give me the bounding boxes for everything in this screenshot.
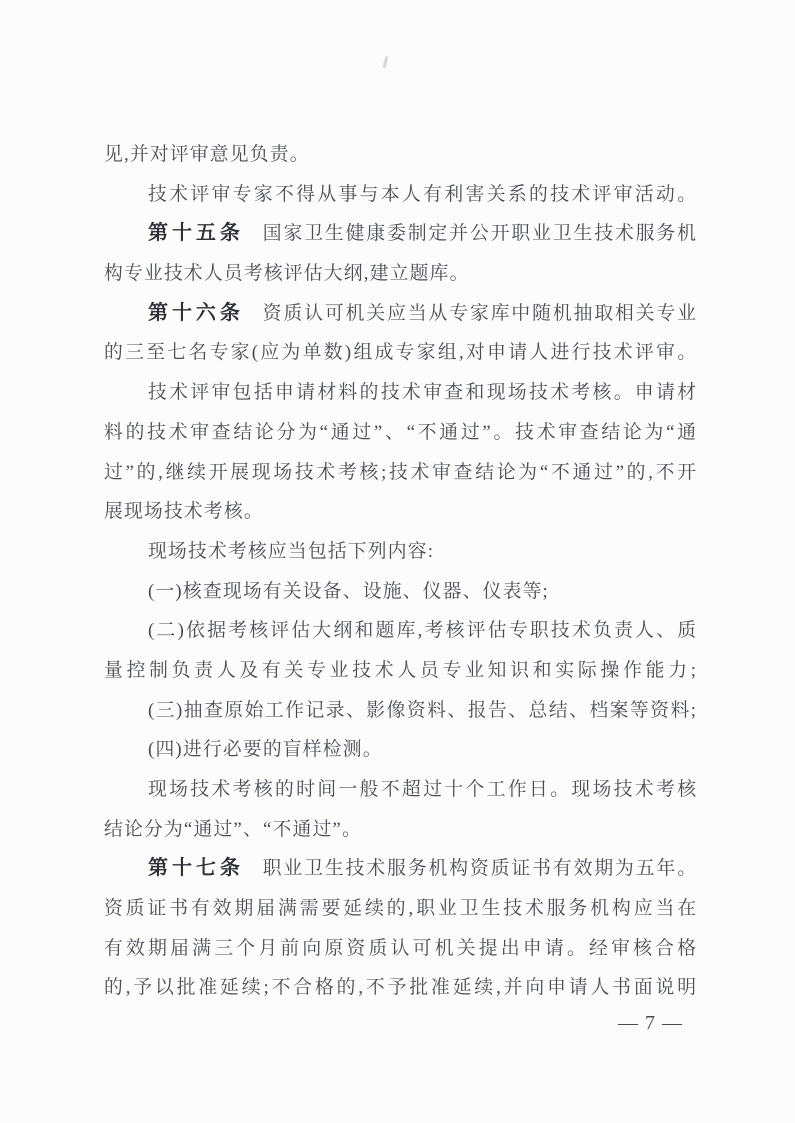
text-line: 过”的,继续开展现场技术考核;技术审查结论为“不通过”的,不开 [104,461,696,483]
text-line: 现场技术考核的时间一般不超过十个工作日。现场技术考核 [148,779,696,800]
scan-artifact [383,56,389,68]
text-line: 量控制负责人及有关专业技术人员专业知识和实际操作能力; [104,659,696,681]
text-line [104,849,696,889]
text-line: (一)核查现场有关设备、设施、仪器、仪表等; [148,580,549,602]
text-line: 的三至七名专家(应为单数)组成专家组,对申请人进行技术评审。 [104,342,696,364]
text-line: 展现场技术考核。 [104,501,264,523]
article-text: 资质认可机关应当从专家库中随机抽取相关专业 [262,302,696,324]
text-line: (二)依据考核评估大纲和题库,考核评估专职技术负责人、质 [148,620,696,642]
text-line: 的,予以批准延续;不合格的,不予批准延续,并向申请人书面说明 [104,977,696,999]
text-line: 技术评审包括申请材料的技术审查和现场技术考核。申请材 [148,382,696,404]
article-number: 第十七条 [148,857,244,880]
text-line: 构专业技术人员考核评估大纲,建立题库。 [104,263,470,285]
article-number: 第十六条 [148,301,244,324]
article-number: 第十五条 [148,222,244,245]
text-line [104,294,696,334]
document-body [104,135,696,1008]
text-line: 见,并对评审意见负责。 [104,144,310,165]
page-number: — 7 — [618,1012,683,1034]
article-text: 国家卫生健康委制定并公开职业卫生技术服务机 [262,223,696,245]
article-text: 职业卫生技术服务机构资质证书有效期为五年。 [262,858,696,880]
text-line: 有效期届满三个月前向原资质认可机关提出申请。经审核合格 [104,937,696,959]
text-line [104,214,696,254]
text-line: (四)进行必要的盲样检测。 [148,739,383,761]
text-line: 料的技术审查结论分为“通过”、“不通过”。技术审查结论为“通 [104,421,696,443]
text-line: 现场技术考核应当包括下列内容: [148,540,435,562]
text-line: 资质证书有效期届满需要延续的,职业卫生技术服务机构应当在 [104,898,696,920]
text-line: 技术评审专家不得从事与本人有利害关系的技术评审活动。 [148,183,696,205]
text-line: (三)抽查原始工作记录、影像资料、报告、总结、档案等资料; [148,699,696,721]
text-line: 结论分为“通过”、“不通过”。 [104,818,362,840]
